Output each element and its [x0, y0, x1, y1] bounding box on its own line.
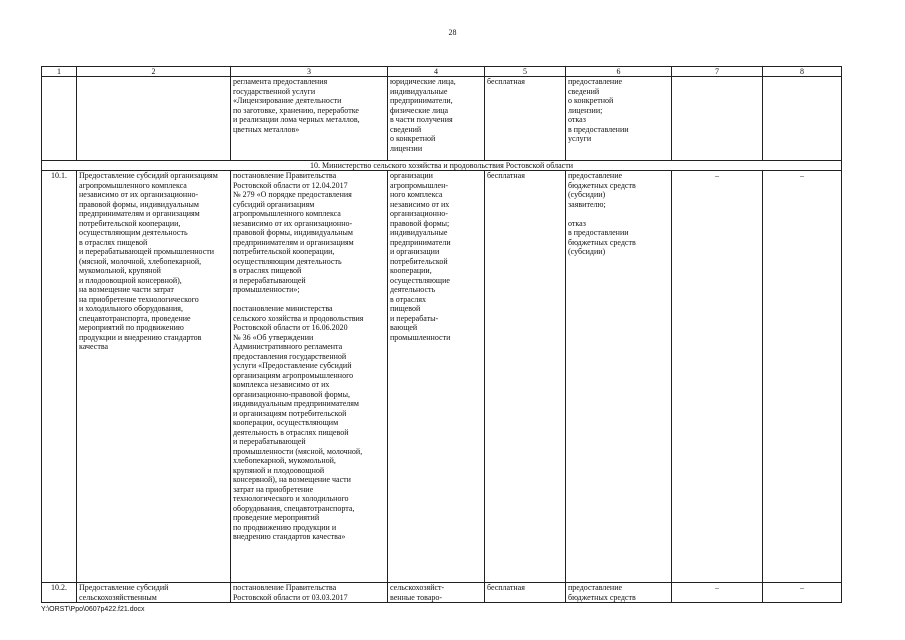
text-line: отказ [568, 115, 586, 124]
text-line: бюджетных средств [568, 180, 636, 190]
text-line: качества [79, 342, 109, 351]
text-line: услуги «Предоставление субсидий [233, 361, 352, 370]
text-line: сельскохозяйственным [79, 592, 157, 602]
text-line: промышленности (мясной, молочной, [233, 446, 363, 456]
text-line: государственной услуги [233, 86, 316, 96]
text-line: консервной), на возмещение части [233, 475, 351, 484]
text-line: предпринимателям и организациям [233, 237, 354, 247]
text-line: предоставления государственной [233, 351, 347, 361]
text-line: независимо от их организационно- [233, 218, 353, 228]
section-row [42, 161, 842, 171]
text-line: в отраслях пищевой [233, 266, 302, 275]
text-line: о конкретной [568, 96, 614, 105]
text-line: сельскохозяйст- [390, 583, 445, 592]
column-header: 3 [231, 67, 388, 77]
text-line: агропромышленного комплекса [233, 209, 341, 218]
cell-dash: – [763, 583, 842, 603]
text-line: потребительской кооперации, [79, 218, 181, 228]
text-line: бюджетных средств [568, 237, 636, 247]
text-line: и плодоовощной консервной), [79, 275, 182, 285]
cell-legal-basis [231, 171, 388, 583]
cell-service-name [77, 583, 231, 603]
text-line: правовой формы, индивидуальным [79, 199, 199, 209]
text-line: в отраслях [390, 294, 427, 304]
text-line: индивидуальные [390, 228, 448, 237]
text-line: венные товаро- [390, 592, 443, 602]
text-line: в части получения [390, 115, 453, 124]
text-line: о конкретной [390, 134, 436, 143]
text-line: промышленности»; [233, 285, 300, 294]
column-number-row [42, 67, 842, 77]
text-line: осуществляющие [390, 275, 450, 285]
text-line: (субсидии) [568, 247, 606, 256]
text-line: и организации [390, 247, 440, 256]
column-header: 8 [763, 67, 842, 77]
text-line: предоставление [568, 171, 623, 180]
text-line: предприниматели, [390, 96, 453, 105]
text-line: деятельность в отраслях пищевой [233, 427, 349, 437]
cell-empty [672, 77, 763, 161]
text-line: физические лица [390, 105, 449, 115]
column-header: 2 [77, 67, 231, 77]
text-line: потребительской кооперации, [233, 247, 335, 256]
file-path-footer: Y:\ORST\Ppo\0607p422.f21.docx [41, 606, 145, 613]
text-line: цветных металлов» [233, 124, 300, 134]
text-line: комплекса независимо от их [233, 380, 330, 389]
text-line: регламента предоставления [233, 77, 328, 86]
text-line: правовой формы; [390, 218, 450, 228]
text-line: оборудования, спецавтотранспорта, [233, 503, 355, 513]
text-line: внедрению стандартов качества» [233, 532, 346, 541]
cell-fee: бесплатная [485, 77, 566, 161]
text-line: предоставление [568, 583, 623, 592]
page-number: 28 [448, 28, 457, 37]
text-line: постановление Правительства [233, 583, 337, 592]
text-line: ного комплекса [390, 190, 443, 199]
text-line: Предоставление субсидий организациям [79, 171, 218, 180]
text-line: мукомольной, крупяной [79, 266, 161, 275]
column-header: 4 [388, 67, 485, 77]
text-line [568, 209, 669, 219]
text-line: правовой формы, индивидуальным [233, 228, 353, 237]
cell-fee: бесплатная [485, 583, 566, 603]
text-line: и перерабатывающей [233, 275, 306, 285]
text-line: предпринимателям и организациям [79, 209, 200, 218]
text-line: отказ [568, 218, 586, 228]
text-line: (мясной, молочной, хлебопекарной, [79, 256, 202, 266]
text-line: и перерабатывающей промышленности [79, 247, 215, 256]
text-line: осуществляющим деятельность [79, 228, 188, 237]
cell-legal-basis [231, 583, 388, 603]
text-line: заявителю; [568, 199, 606, 209]
text-line: Предоставление субсидий [79, 583, 169, 592]
text-line: кооперации, осуществляющим [233, 418, 339, 427]
text-line: осуществляющим деятельность [233, 256, 342, 266]
table-row-continued [42, 77, 842, 161]
services-table [41, 66, 842, 603]
cell-legal-basis [231, 77, 388, 161]
text-line: по заготовке, хранению, переработке [233, 105, 359, 115]
text-line: и перерабаты- [390, 313, 439, 323]
text-line: субсидий организациям [233, 199, 315, 209]
text-line: (субсидии) [568, 190, 606, 199]
text-line: технологического и холодильного [233, 494, 349, 503]
text-line: кооперации, [390, 266, 432, 275]
text-line: пищевой [390, 304, 421, 313]
cell-result [566, 171, 672, 583]
text-line: организации [390, 171, 433, 180]
text-line: Административного регламента [233, 342, 343, 351]
text-line: проведение мероприятий [233, 513, 320, 522]
text-line: сведений [390, 124, 422, 134]
cell-dash: – [672, 583, 763, 603]
row-number: 10.1. [42, 171, 77, 583]
text-line: № 279 «О порядке предоставления [233, 190, 352, 199]
text-line: на приобретение технологического [79, 294, 199, 304]
column-header: 6 [566, 67, 672, 77]
text-line: агропромышленного комплекса [79, 180, 187, 190]
text-line: потребительской [390, 256, 448, 266]
text-line: в предоставлении [568, 228, 629, 237]
text-line: и реализации лома черных металлов, [233, 115, 360, 124]
text-line: и холодильного оборудования, [79, 304, 183, 313]
text-line: по продвижению продукции и [233, 522, 337, 532]
text-line: юридические лица, [390, 77, 456, 86]
cell-service-name [77, 171, 231, 583]
text-line: лицензии [390, 143, 423, 153]
text-line: организационно- [390, 209, 448, 218]
text-line: «Лицензирование деятельности [233, 96, 342, 105]
text-line: услуги [568, 134, 592, 143]
text-line: вающей [390, 323, 418, 332]
text-line: независимо от их организационно- [79, 190, 199, 199]
text-line: деятельность [390, 285, 436, 294]
text-line: лицензии; [568, 105, 603, 115]
text-line: и организациям потребительской [233, 408, 347, 418]
cell-empty [42, 77, 77, 161]
text-line: Ростовской области от 12.04.2017 [233, 180, 348, 190]
text-line: агропромышлен- [390, 180, 449, 190]
column-header: 5 [485, 67, 566, 77]
text-line: бюджетных средств [568, 592, 636, 602]
cell-applicants [388, 77, 485, 161]
text-line [233, 295, 385, 305]
row-number: 10.2. [42, 583, 77, 603]
cell-empty [763, 77, 842, 161]
table-row-10-1 [42, 171, 842, 583]
cell-result [566, 583, 672, 603]
column-header: 7 [672, 67, 763, 77]
text-line: в предоставлении [568, 124, 629, 134]
text-line: предоставление [568, 77, 623, 86]
text-line: спецавтотранспорта, проведение [79, 313, 191, 323]
section-title: 10. Министерство сельского хозяйства и продовольствия Ростовской области [42, 161, 842, 171]
text-line: независимо от их [390, 199, 450, 209]
table-row-10-2 [42, 583, 842, 603]
cell-applicants [388, 171, 485, 583]
cell-dash: – [672, 171, 763, 583]
text-line: организациям агропромышленного [233, 370, 354, 380]
text-line: постановление Правительства [233, 171, 337, 180]
text-line: мероприятий по продвижению [79, 323, 184, 332]
text-line: организационно-правовой формы, [233, 389, 350, 399]
text-line: затрат на приобретение [233, 484, 314, 494]
text-line: индивидуальным предпринимателям [233, 399, 359, 408]
text-line: в отраслях пищевой [79, 237, 148, 247]
text-line: Ростовской области от 16.06.2020 [233, 323, 348, 332]
cell-dash: – [763, 171, 842, 583]
text-line: хлебопекарной, мукомольной, [233, 456, 336, 465]
cell-empty [77, 77, 231, 161]
text-line: промышленности [390, 332, 451, 342]
text-line: на возмещение части затрат [79, 285, 174, 294]
text-line: № 36 «Об утверждении [233, 332, 314, 342]
text-line: предприниматели [390, 237, 451, 247]
cell-result [566, 77, 672, 161]
text-line: и перерабатывающей [233, 437, 306, 446]
text-line: крупяной и плодоовощной [233, 465, 325, 475]
text-line: сведений [568, 86, 600, 96]
column-header: 1 [42, 67, 77, 77]
text-line: постановление министерства [233, 304, 333, 313]
text-line: продукции и внедрению стандартов [79, 332, 202, 342]
cell-fee: бесплатная [485, 171, 566, 583]
text-line: Ростовской области от 03.03.2017 [233, 592, 348, 602]
text-line: индивидуальные [390, 86, 448, 96]
cell-applicants [388, 583, 485, 603]
text-line: сельского хозяйства и продовольствия [233, 313, 364, 323]
